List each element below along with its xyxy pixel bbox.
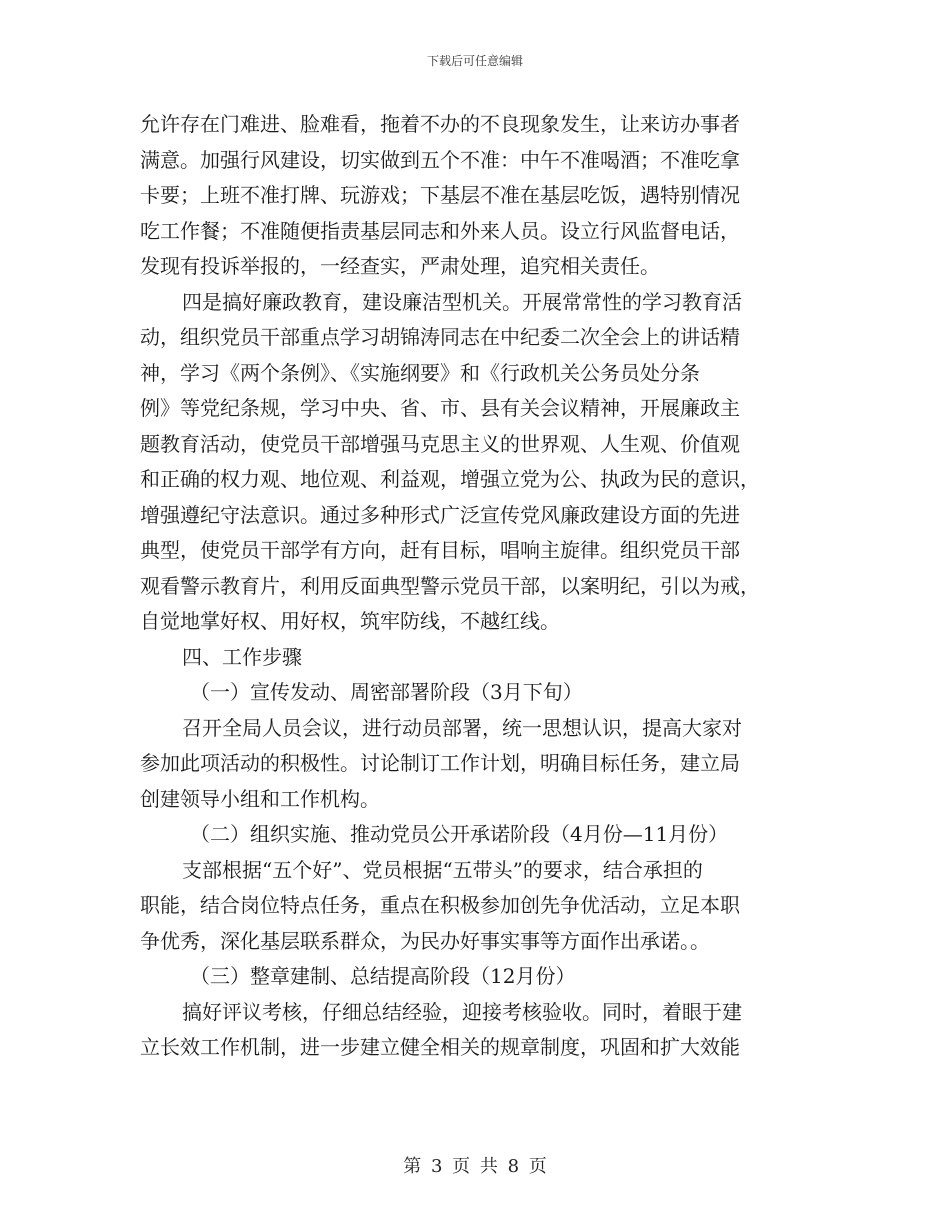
- subsection-heading: （二）组织实施、推动党员公开承诺阶段（4月份—11月份）: [190, 822, 729, 846]
- text-line: 发现有投诉举报的，一经查实，严肃处理，追究相关责任。: [140, 254, 660, 278]
- document-body: [140, 107, 820, 1066]
- paragraph-start: 四是搞好廉政教育，建设廉洁型机关。开展常常性的学习教育活: [182, 289, 742, 314]
- page-footer: 第 3 页 共 8 页: [403, 1156, 547, 1177]
- text-line: 题教育活动，使党员干部增强马克思主义的世界观、人生观、价值观: [140, 431, 740, 456]
- text-line: 参加此项活动的积极性。讨论制订工作计划，明确目标任务，建立局: [140, 751, 740, 775]
- section-heading: 四、工作步骤: [182, 644, 302, 669]
- text-line: 神，学习《两个条例》、《实施纲要》和《行政机关公务员处分条: [140, 360, 700, 385]
- text-line: 动，组织党员干部重点学习胡锦涛同志在中纪委二次全会上的讲话精: [140, 325, 740, 349]
- text-line: 自觉地掌好权、用好权，筑牢防线，不越红线。: [140, 609, 560, 633]
- paragraph-start: 支部根据“五个好”、党员根据“五带头”的要求，结合承担的: [182, 857, 703, 882]
- text-line: 创建领导小组和工作机构。: [140, 786, 380, 811]
- text-line: 允许存在门难进、脸难看，拖着不办的不良现象发生，让来访办事者: [140, 112, 740, 136]
- text-line: 立长效工作机制，进一步建立健全相关的规章制度，巩固和扩大效能: [140, 1035, 740, 1059]
- subsection-heading: （一）宣传发动、周密部署阶段（3月下旬）: [190, 680, 583, 704]
- page-header: 下载后可任意编辑: [426, 54, 523, 68]
- text-line: 观看警示教育片，利用反面典型警示党员干部，以案明纪，引以为戒，: [140, 573, 760, 598]
- text-line: 典型，使党员干部学有方向，赶有目标，唱响主旋律。组织党员干部: [140, 538, 740, 562]
- paragraph-start: 召开全局人员会议，进行动员部署，统一思想认识，提高大家对: [182, 715, 742, 740]
- text-line: 吃工作餐；不准随便指责基层同志和外来人员。设立行风监督电话，: [140, 218, 740, 243]
- text-line: 争优秀，深化基层联系群众，为民办好事实事等方面作出承诺。。: [140, 928, 710, 953]
- text-line: 增强遵纪守法意识。通过多种形式广泛宣传党风廉政建设方面的先进: [140, 502, 740, 527]
- text-line: 卡要；上班不准打牌、玩游戏；下基层不准在基层吃饭，遇特别情况: [140, 183, 740, 207]
- text-line: 满意。加强行风建设，切实做到五个不准：中午不准喝酒；不准吃拿: [140, 147, 740, 172]
- text-line: 职能，结合岗位特点任务，重点在积极参加创先争优活动，立足本职: [140, 893, 740, 917]
- paragraph-start: 搞好评议考核，仔细总结经验，迎接考核验收。同时，着眼于建: [182, 999, 742, 1024]
- text-line: 和正确的权力观、地位观、利益观，增强立党为公、执政为民的意识，: [140, 467, 760, 491]
- text-line: 例》等党纪条规，学习中央、省、市、县有关会议精神，开展廉政主: [140, 396, 740, 420]
- subsection-heading: （三）整章建制、总结提高阶段（12月份）: [190, 964, 576, 988]
